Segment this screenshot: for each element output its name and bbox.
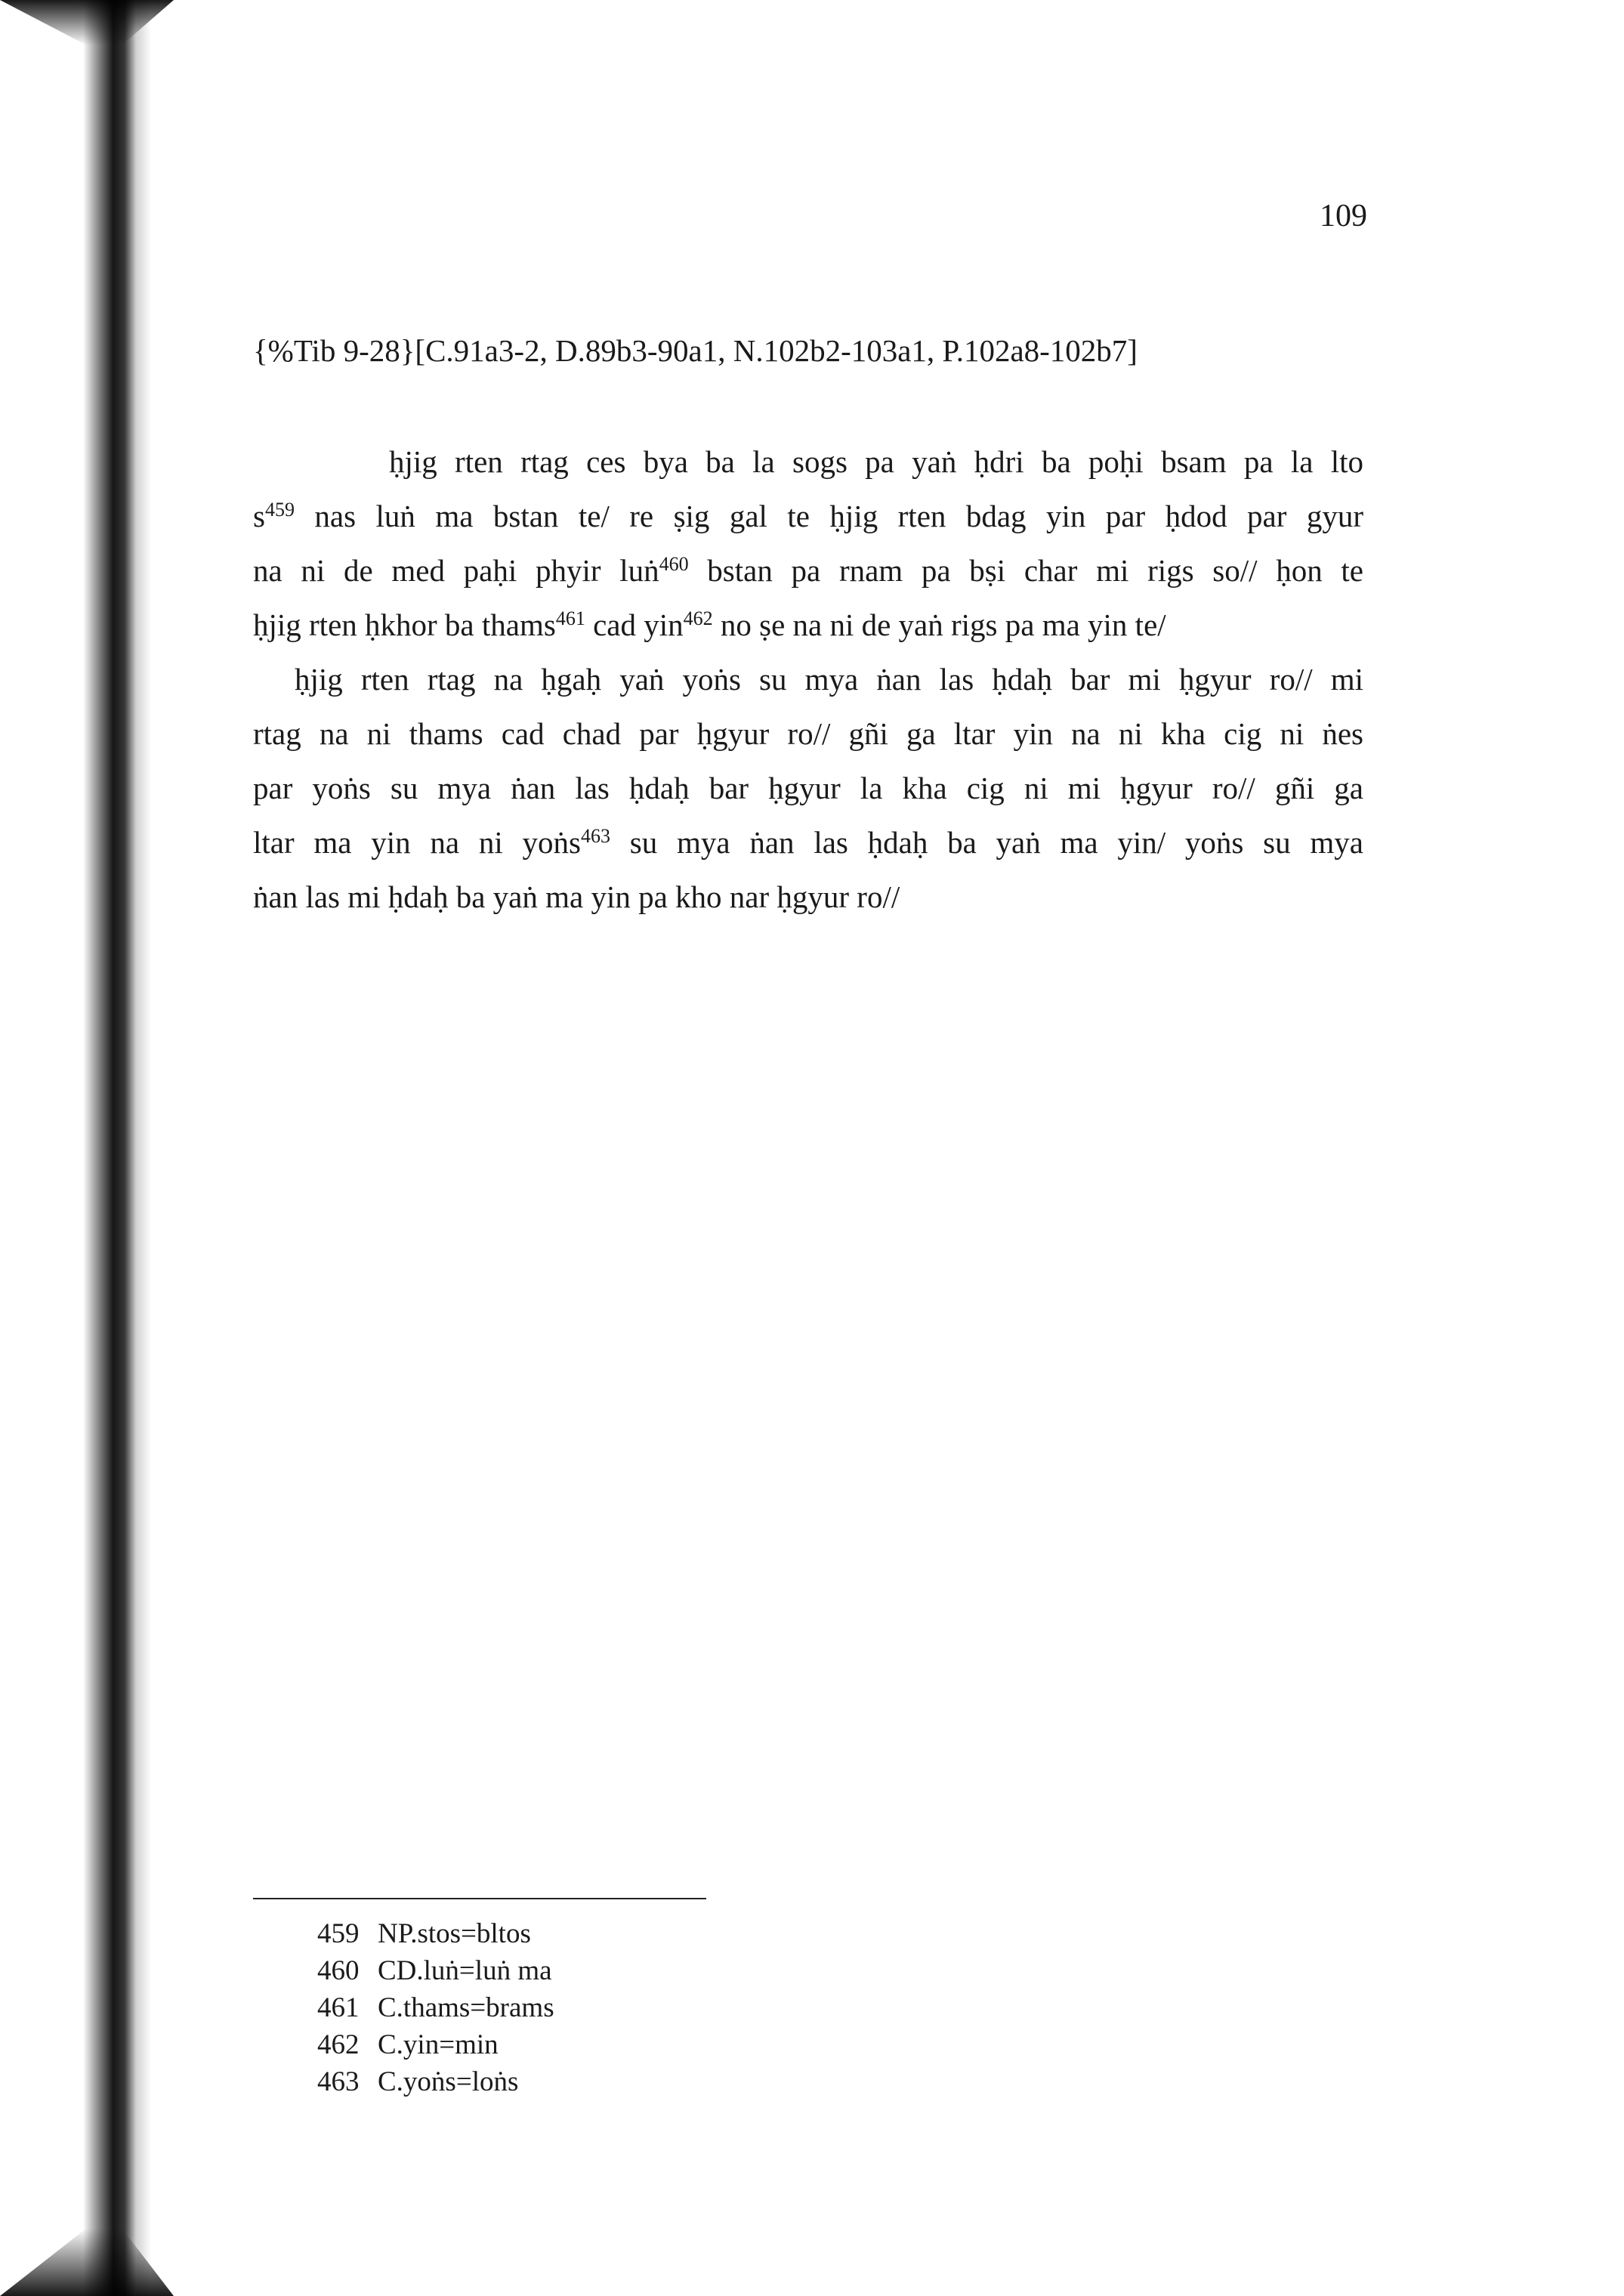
page-number: 109 <box>1320 199 1367 233</box>
footnote: 462 C.yin=min <box>317 2029 499 2060</box>
body-text <box>253 434 1363 924</box>
footnote-ref: 460 <box>659 553 689 575</box>
footnote-ref: 462 <box>683 607 713 629</box>
text-line: ḥjig rten rtag na ḥgaḥ yaṅ yoṅs su mya ṅan las ḥdaḥ bar mi ḥgyur ro// mi <box>295 662 1363 697</box>
text-line: ltar ma yin na ni yoṅs$^{463}$ su mya ṅan las ḥdaḥ ba yaṅ ma yin/ yoṅs su mya <box>253 825 1363 860</box>
footnote-divider <box>253 1898 706 1899</box>
text-line: na ni de med paḥi phyir luṅ$^{460}$ bstan pa rnam pa bṣi char mi rigs so// ḥon te <box>253 553 1363 588</box>
text-line: ḥjig rten ḥkhor ba thams$^{461}$ cad yin$^{462}$ no ṣe na ni de yaṅ rigs pa ma yin te/ <box>253 607 1166 642</box>
footnote: 461 C.thams=brams <box>317 1992 554 2023</box>
footnote: 460 CD.luṅ=luṅ ma <box>317 1955 552 1986</box>
footnotes <box>317 1915 554 2100</box>
text-line: $s^{459}$ nas luṅ ma bstan te/ re ṣig gal te ḥjig rten bdag yin par ḥdod par gyur <box>253 499 1363 533</box>
text-line: ḥjig rten rtag ces bya ba la sogs pa yaṅ ḥdri ba poḥi bsam pa la lto <box>389 444 1363 479</box>
footnote: 459 NP.stos=bltos <box>317 1918 531 1949</box>
binding-shadow <box>0 0 151 2296</box>
text-line: ṅan las mi ḥdaḥ ba yaṅ ma yin pa kho nar ḥgyur ro// <box>253 879 900 914</box>
footnote-ref: 461 <box>555 607 585 629</box>
footnote-ref: 459 <box>264 499 295 521</box>
footnote: 463 C.yoṅs=loṅs <box>317 2066 519 2097</box>
text-line: par yoṅs su mya ṅan las ḥdaḥ bar ḥgyur la kha cig ni mi ḥgyur ro// gñi ga <box>253 771 1363 805</box>
footnote-ref: 463 <box>581 825 610 847</box>
text-line: rtag na ni thams cad chad par ḥgyur ro// gñi ga ltar yin na ni kha cig ni ṅes <box>253 716 1363 751</box>
source-reference: {%Tib 9-28}[C.91a3-2, D.89b3-90a1, N.102b2-103a1, P.102a8-102b7] <box>253 333 1138 368</box>
